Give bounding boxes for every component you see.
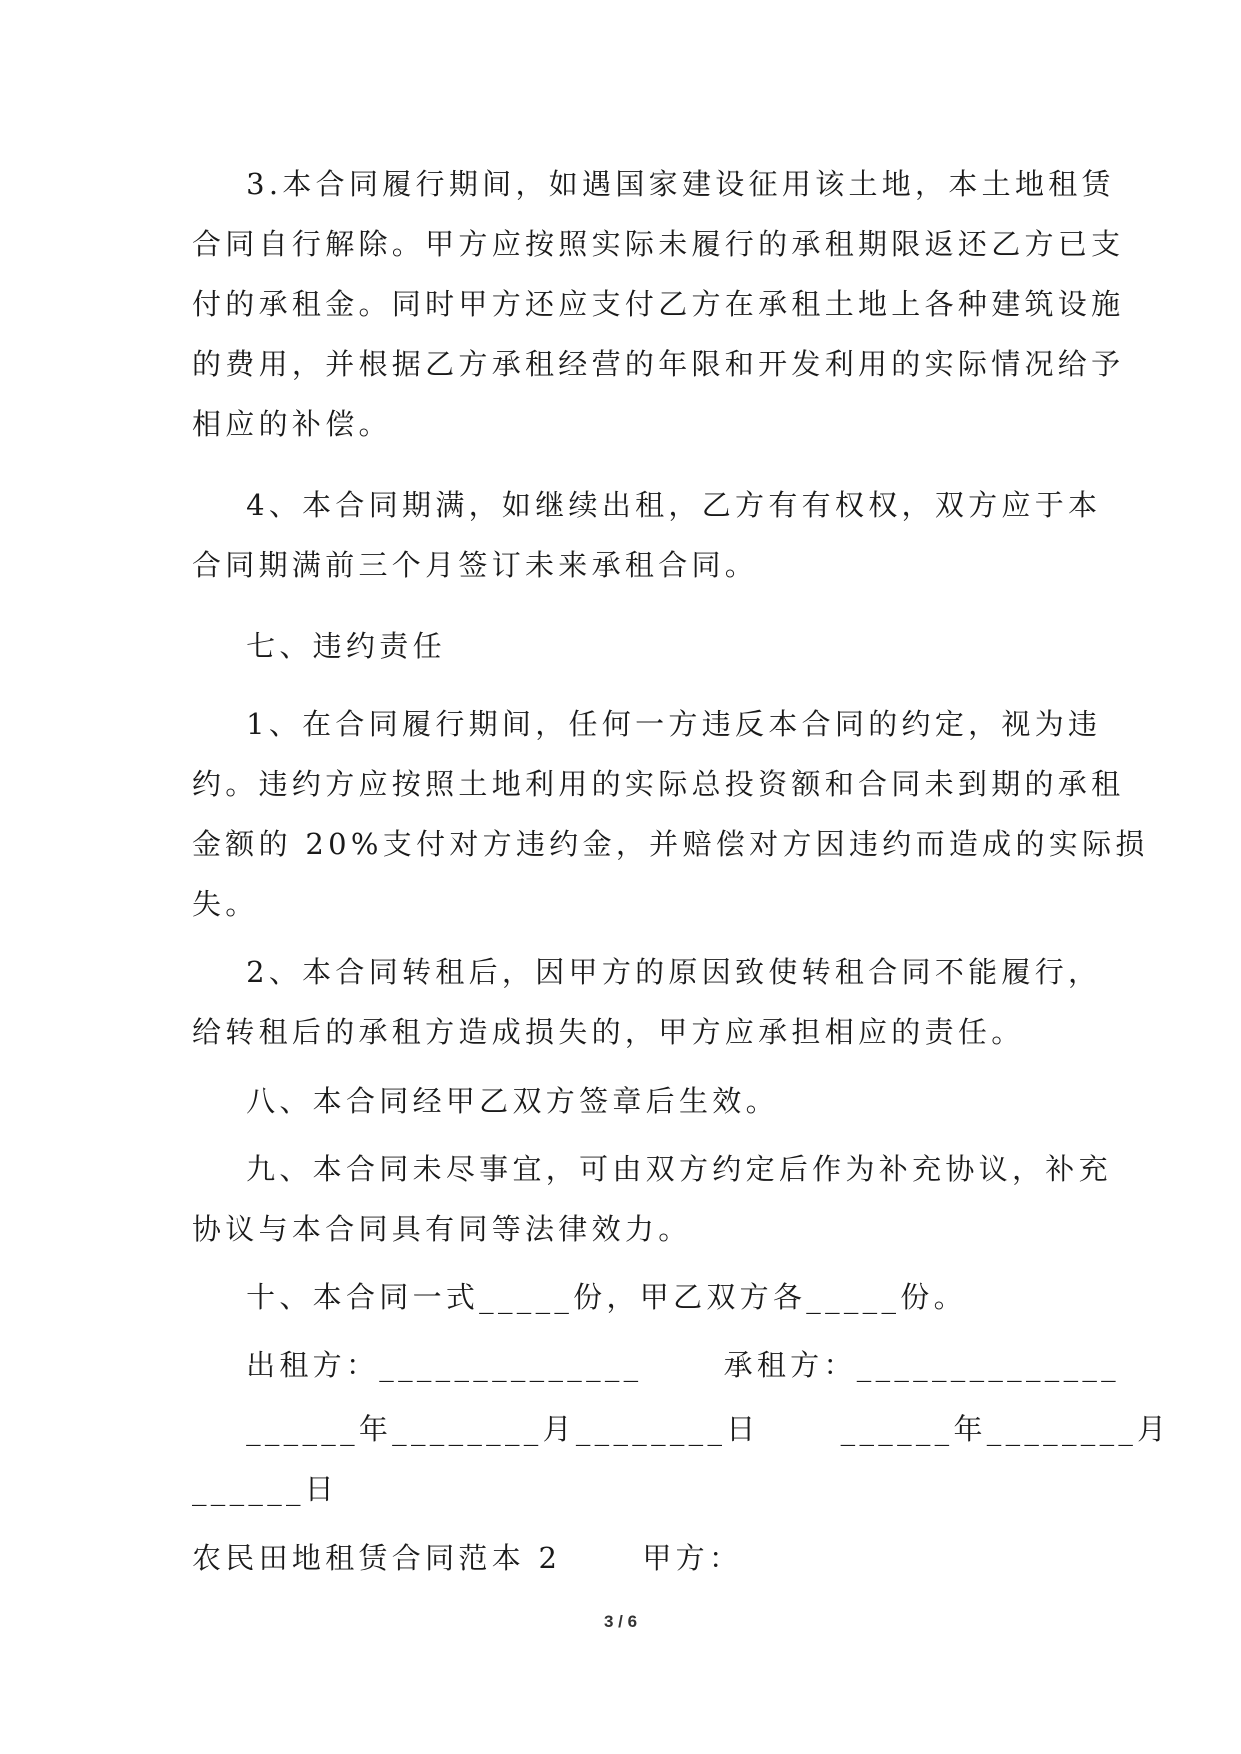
text-line: 1、在合同履行期间，任何一方违反本合同的约定，视为违 [192, 707, 1102, 741]
text-line: 4、本合同期满，如继续出租，乙方有有权权，双方应于本 [192, 488, 1102, 522]
next-section-heading: 农民田地租赁合同范本 2 甲方： [192, 1541, 743, 1575]
text-line: 金额的 20%支付对方违约金，并赔偿对方因违约而造成的实际损 [192, 827, 1149, 861]
text-line: 3.本合同履行期间，如遇国家建设征用该土地，本土地租赁 [192, 167, 1115, 201]
signature-line: 出租方：______________ 承租方：______________ [192, 1348, 1120, 1382]
section-heading: 七、违约责任 [192, 629, 446, 663]
text-line: 十、本合同一式_____份，甲乙双方各_____份。 [192, 1280, 967, 1314]
text-line: 协议与本合同具有同等法律效力。 [192, 1212, 692, 1246]
text-line: 九、本合同未尽事宜，可由双方约定后作为补充协议，补充 [192, 1152, 1112, 1186]
date-line: ______年________月________日 ______年________月 [192, 1412, 1171, 1446]
text-line: 约。违约方应按照土地利用的实际总投资额和合同未到期的承租 [192, 767, 1125, 801]
text-line: 合同期满前三个月签订未来承租合同。 [192, 548, 759, 582]
date-line: ______日 [192, 1472, 339, 1506]
text-line: 给转租后的承租方造成损失的，甲方应承担相应的责任。 [192, 1015, 1025, 1049]
text-line: 的费用，并根据乙方承租经营的年限和开发利用的实际情况给予 [192, 347, 1125, 381]
text-line: 付的承租金。同时甲方还应支付乙方在承租土地上各种建筑设施 [192, 287, 1125, 321]
text-line: 八、本合同经甲乙双方签章后生效。 [192, 1084, 779, 1118]
text-line: 相应的补偿。 [192, 407, 392, 441]
text-line: 失。 [192, 887, 259, 921]
page-number: 3 / 6 [603, 1612, 638, 1631]
text-line: 2、本合同转租后，因甲方的原因致使转租合同不能履行， [192, 955, 1102, 989]
text-line: 合同自行解除。甲方应按照实际未履行的承租期限返还乙方已支 [192, 227, 1125, 261]
